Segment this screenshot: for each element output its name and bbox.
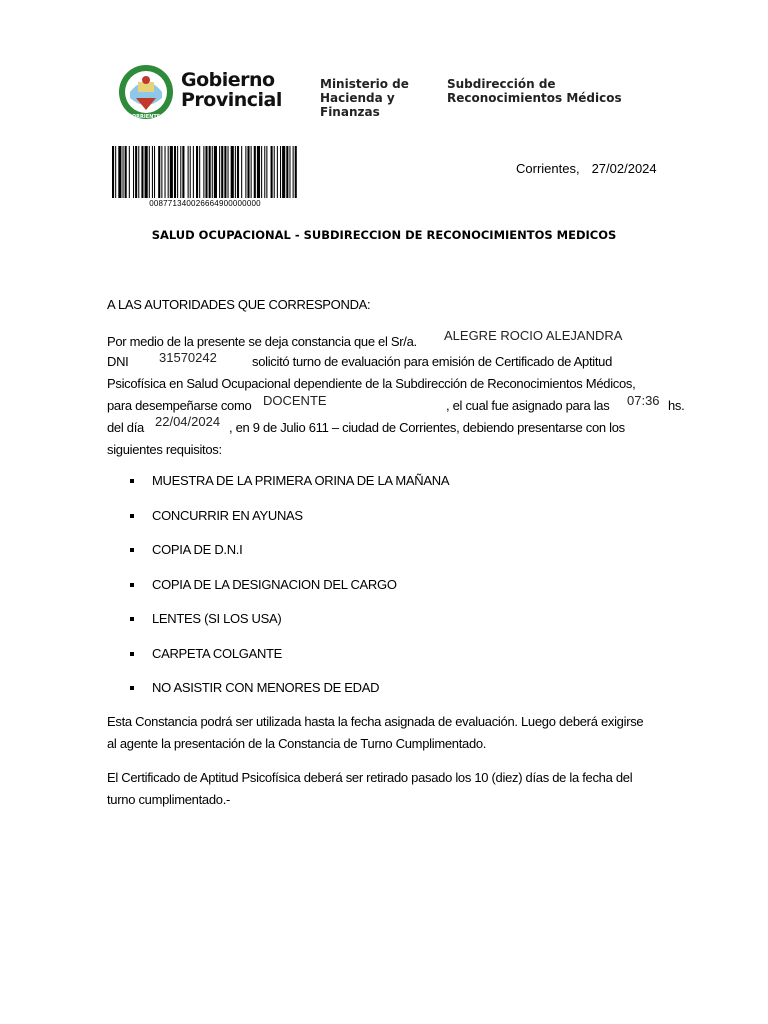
closing-p2-line-2: turno cumplimentado.- [107,792,231,807]
svg-text:CORRIENTES: CORRIENTES [128,114,164,120]
place-date [516,161,657,176]
document-title: SALUD OCUPACIONAL - SUBDIRECCION DE RECONOCIMIENTOS MEDICOS [151,228,617,242]
role-value: DOCENTE [263,393,327,408]
body-line-3: Psicofísica en Salud Ocupacional dependiente de la Subdirección de Reconocimientos Médicos, [107,376,636,391]
closing-p1-line-1: Esta Constancia podrá ser utilizada hasta la fecha asignada de evaluación. Luego deberá exigirse [107,714,644,729]
appointment-date: 22/04/2024 [155,414,221,429]
subdir-line-2: Reconocimientos Médicos [447,91,622,105]
place-label: Corrientes, [516,161,580,176]
ministry-line-2: Hacienda y [320,91,395,105]
body-line-4-mid: , el cual fue asignado para las [446,398,610,413]
bullet-icon [130,583,134,587]
time-value: 07:36 [627,393,660,408]
closing-p2-line-1: El Certificado de Aptitud Psicofísica deberá ser retirado pasado los 10 (diez) días de la fecha del [107,770,633,785]
barcode [112,146,298,198]
dni-value: 31570242 [159,350,217,365]
bullet-icon [130,514,134,518]
subdir-line-1: Subdirección de [447,77,556,91]
bullet-icon [130,617,134,621]
closing-p1-line-2: al agente la presentación de la Constancia de Turno Cumplimentado. [107,736,487,751]
ministry-line-3: Finanzas [320,105,380,119]
issue-date: 27/02/2024 [591,161,657,176]
ministry-name [320,77,409,119]
logo-line-2: Provincial [181,89,282,111]
logo-line-1: Gobierno [181,69,275,91]
body-line-1 [107,331,417,353]
body-line-4-end: hs. [668,398,685,413]
body-line-2: solicitó turno de evaluación para emisión de Certificado de Aptitud [252,354,613,369]
body-line-5-rest: , en 9 de Julio 611 – ciudad de Corrientes, debiendo presentarse con los [229,420,625,435]
dni-label: DNI [107,354,129,369]
intro-text: Por medio de la presente se deja constancia que el Sr/a. [107,334,417,349]
logo-wordmark [181,70,282,110]
ministry-line-1: Ministerio de [320,77,409,91]
corrientes-seal-icon [116,58,186,128]
salutation: A LAS AUTORIDADES QUE CORRESPONDA: [107,297,371,312]
subdireccion-name [447,77,622,105]
bullet-icon [130,548,134,552]
bullet-icon [130,686,134,690]
body-line-4-start: para desempeñarse como [107,398,252,413]
barcode-number: 008771340026664900000000 [149,199,261,208]
bullet-icon [130,479,134,483]
body-line-6: siguientes requisitos: [107,442,222,457]
body-line-5-start: del día [107,420,144,435]
person-name: ALEGRE ROCIO ALEJANDRA [444,328,623,343]
bullet-icon [130,652,134,656]
